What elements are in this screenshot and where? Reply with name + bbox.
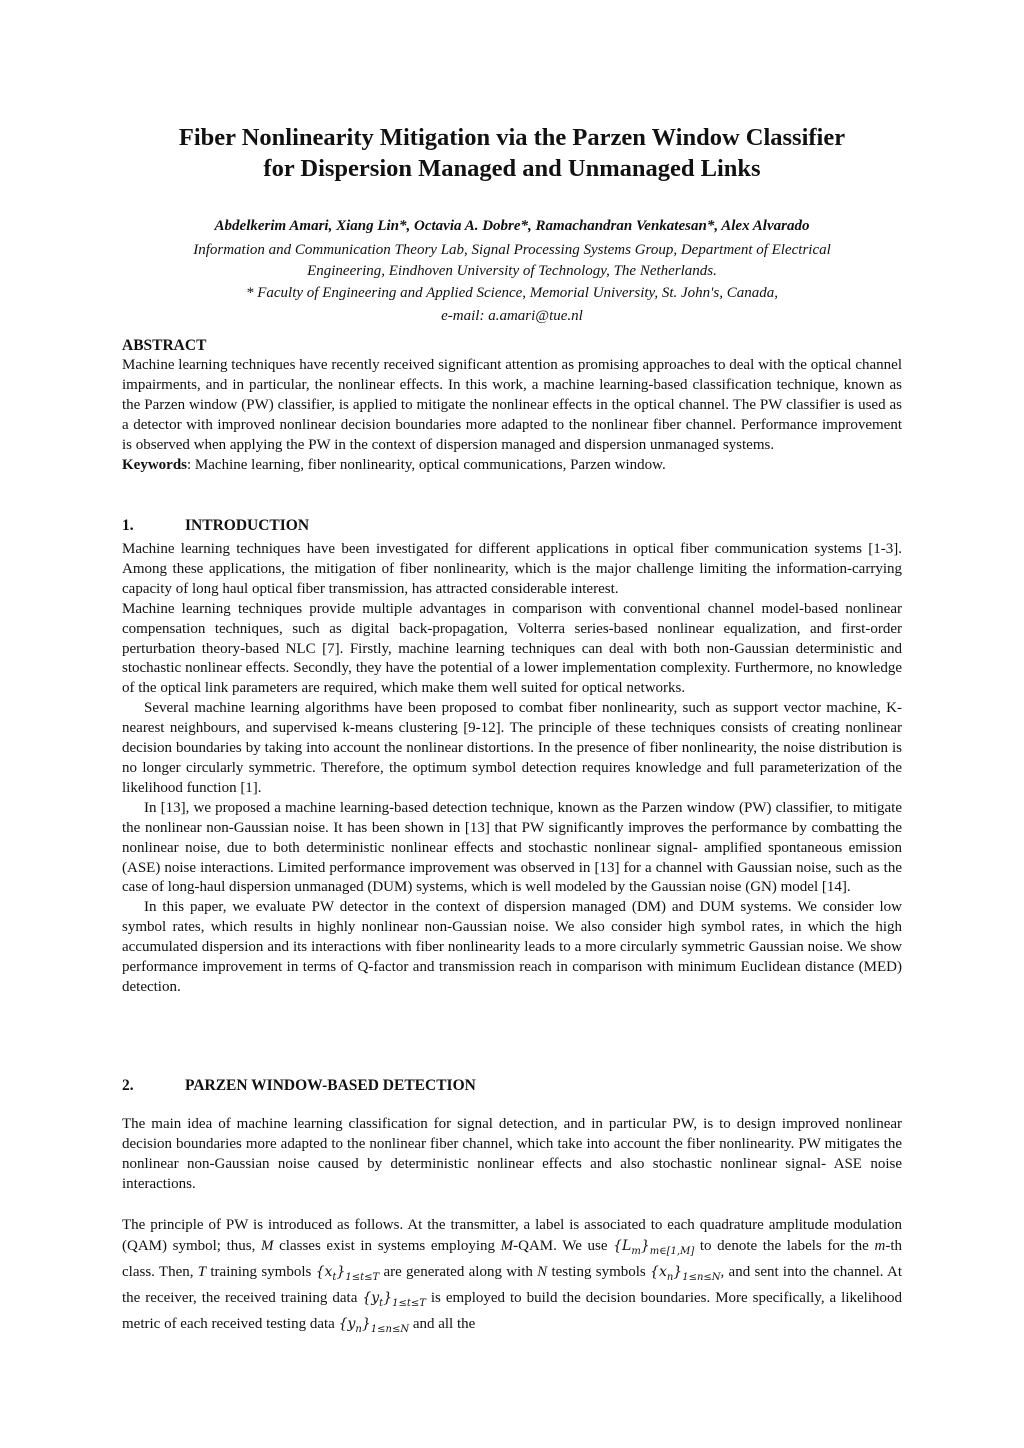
contact-email: e-mail: a.amari@tue.nl — [441, 308, 583, 324]
math-text: {y — [362, 1290, 380, 1307]
intro-paragraph-3: Several machine learning algorithms have been proposed to combat fiber nonlinearity, such as support vector machine, K-nearest neighbours, and supervised k-means clustering [9-12]. The principle of these techniques consists of creating nonlinear decision boundaries by taking into account the nonlinear distortions. In the presence of fiber nonlinearity, the noise distribution is no longer circularly symmetric. Therefore, the optimum symbol detection requires knowledge and full parameterization of the likelihood function [1]. — [122, 700, 902, 796]
paper-title — [100, 122, 924, 184]
text-run: -th class. Then, — [122, 1237, 902, 1280]
abstract-text — [122, 356, 902, 475]
pw-paragraph-1: The main idea of machine learning classification for signal detection, and in particular PW, is to design improved nonlinear decision boundaries more adapted to the nonlinear fiber channel, which take into account the fiber nonlinearity. PW mitigates the nonlinear non-Gaussian noise caused by deterministic nonlinear effects and also stochastic nonlinear signal- ASE noise interactions. — [122, 1116, 902, 1192]
affiliation-1 — [120, 240, 904, 282]
intro-paragraph-5: In this paper, we evaluate PW detector in the context of dispersion managed (DM) and DUM systems. We consider low symbol rates, which results in highly nonlinear non-Gaussian noise. We also consider high symbol rates, in which the high accumulated dispersion and its interactions with fiber nonlinearity leads to a more circularly symmetric Gaussian noise. We show performance improvement in terms of Q-factor and transmission reach in comparison with minimum Euclidean distance (MED) detection. — [122, 899, 902, 995]
math-sub: 1≤n≤N — [682, 1271, 721, 1283]
math-text: } — [640, 1237, 650, 1254]
math-received-training — [362, 1290, 426, 1309]
text-run: -QAM. We use — [513, 1237, 614, 1254]
math-var-T: T — [197, 1263, 207, 1280]
math-sub: 1≤t≤T — [345, 1271, 380, 1283]
math-sub: t — [379, 1297, 384, 1309]
section-2-title: PARZEN WINDOW-BASED DETECTION — [185, 1077, 476, 1094]
text-run: testing symbols — [547, 1263, 651, 1280]
text-run: , and sent into the channel. At the receiver, the received training data — [122, 1263, 902, 1307]
author-list: Abdelkerim Amari, Xiang Lin*, Octavia A. Dobre*, Ramachandran Venkatesan*, Alex Alvarado — [214, 218, 810, 234]
math-var-m: m — [874, 1237, 886, 1254]
section-1-body — [122, 540, 902, 998]
math-var-M: M — [261, 1237, 274, 1254]
math-text: {y — [338, 1316, 356, 1333]
math-sub: n — [355, 1324, 362, 1336]
math-text: {x — [650, 1263, 667, 1280]
pw-paragraph-2 — [122, 1215, 902, 1341]
section-1-number: 1. — [122, 517, 134, 534]
math-text: } — [383, 1290, 393, 1307]
math-received-testing — [338, 1316, 410, 1336]
title-line-1: Fiber Nonlinearity Mitigation via the Parzen Window Classifier — [178, 124, 846, 151]
math-sub: 1≤t≤T — [392, 1297, 426, 1309]
math-sub: m — [631, 1245, 641, 1257]
text-run: The principle of PW is introduced as follows. At the transmitter, a label is associated to each quadrature amplitude modulation (QAM) symbol; thus, — [122, 1217, 902, 1254]
math-training-symbols — [315, 1263, 380, 1283]
intro-paragraph-1: Machine learning techniques have been investigated for different applications in optical fiber communication systems [1-3]. Among these applications, the mitigation of fiber nonlinearity, which is the major challenge limiting the information-carrying capacity of long haul optical fiber transmission, has attracted considerable interest. — [122, 541, 902, 597]
affiliation-1-line-2: Engineering, Eindhoven University of Technology, The Netherlands. — [307, 263, 717, 279]
section-1-heading — [122, 516, 309, 536]
text-run: and all the — [409, 1316, 476, 1333]
affiliation-1-line-1: Information and Communication Theory Lab, Signal Processing Systems Group, Department of Electrical — [193, 242, 831, 258]
math-testing-symbols — [650, 1263, 721, 1283]
intro-paragraph-2: Machine learning techniques provide multiple advantages in comparison with conventional channel model-based nonlinear compensation techniques, such as digital back-propagation, Volterra series-based nonlinear equalization, and first-order perturbation theory-based NLC [7]. Firstly, machine learning techniques can deal with both non-Gaussian deterministic and stochastic nonlinear effects. Secondly, they have the potential of a lower implementation complexity. Furthermore, no knowledge of the optical link parameters are required, which make them well suited for optical networks. — [122, 600, 902, 697]
text-run: is employed to build the decision boundaries. More specifically, a likelihood metric of each received testing data — [122, 1290, 902, 1333]
math-text: {L — [613, 1237, 632, 1254]
abstract-heading: ABSTRACT — [122, 337, 207, 354]
keywords-label: Keywords — [122, 456, 187, 473]
math-text: } — [673, 1263, 683, 1280]
math-label-set — [613, 1237, 695, 1257]
math-sub: m∈[1,M] — [649, 1245, 695, 1257]
affiliation-2: * Faculty of Engineering and Applied Science, Memorial University, St. John's, Canada, — [245, 285, 778, 301]
math-var-N: N — [537, 1263, 548, 1280]
math-text: } — [361, 1316, 371, 1333]
math-text: {x — [315, 1263, 333, 1280]
math-sub: 1≤n≤N — [370, 1324, 410, 1336]
text-run: training symbols — [206, 1263, 316, 1280]
text-run: classes exist in systems employing — [273, 1237, 501, 1254]
text-run: to denote the labels for the — [694, 1237, 875, 1254]
section-1-title: INTRODUCTION — [185, 517, 310, 534]
math-sub: t — [332, 1271, 337, 1283]
math-text: } — [336, 1263, 346, 1280]
section-2-heading — [122, 1076, 476, 1096]
abstract-body: Machine learning techniques have recently received significant attention as promising approaches to deal with the optical channel impairments, and in particular, the nonlinear effects. In this work, a machine learning-based classification technique, known as the Parzen window (PW) classifier, is applied to mitigate the nonlinear effects in the optical channel. The PW classifier is used as a detector with improved nonlinear decision boundaries more adapted to the nonlinear fiber channel. Performance improvement is observed when applying the PW in the context of dispersion managed and dispersion unmanaged systems. — [122, 357, 902, 453]
intro-paragraph-4: In [13], we proposed a machine learning-based detection technique, known as the Parzen window (PW) classifier, to mitigate the nonlinear non-Gaussian noise. It has been shown in [13] that PW significantly improves the performance by combatting the nonlinear noise, due to both deterministic nonlinear effects and stochastic nonlinear signal- amplified spontaneous emission (ASE) noise interactions. Limited performance improvement was observed in [13] for a channel with Gaussian noise, such as the case of long-haul dispersion unmanaged (DUM) systems, which is well modeled by the Gaussian noise (GN) model [14]. — [122, 799, 902, 896]
section-2-number: 2. — [122, 1077, 134, 1094]
math-var-M: M — [500, 1237, 514, 1254]
keywords-text: : Machine learning, fiber nonlinearity, optical communications, Parzen window. — [187, 456, 666, 473]
text-run: are generated along with — [379, 1263, 538, 1280]
math-sub: n — [666, 1271, 674, 1283]
title-line-2: for Dispersion Managed and Unmanaged Links — [263, 155, 761, 182]
